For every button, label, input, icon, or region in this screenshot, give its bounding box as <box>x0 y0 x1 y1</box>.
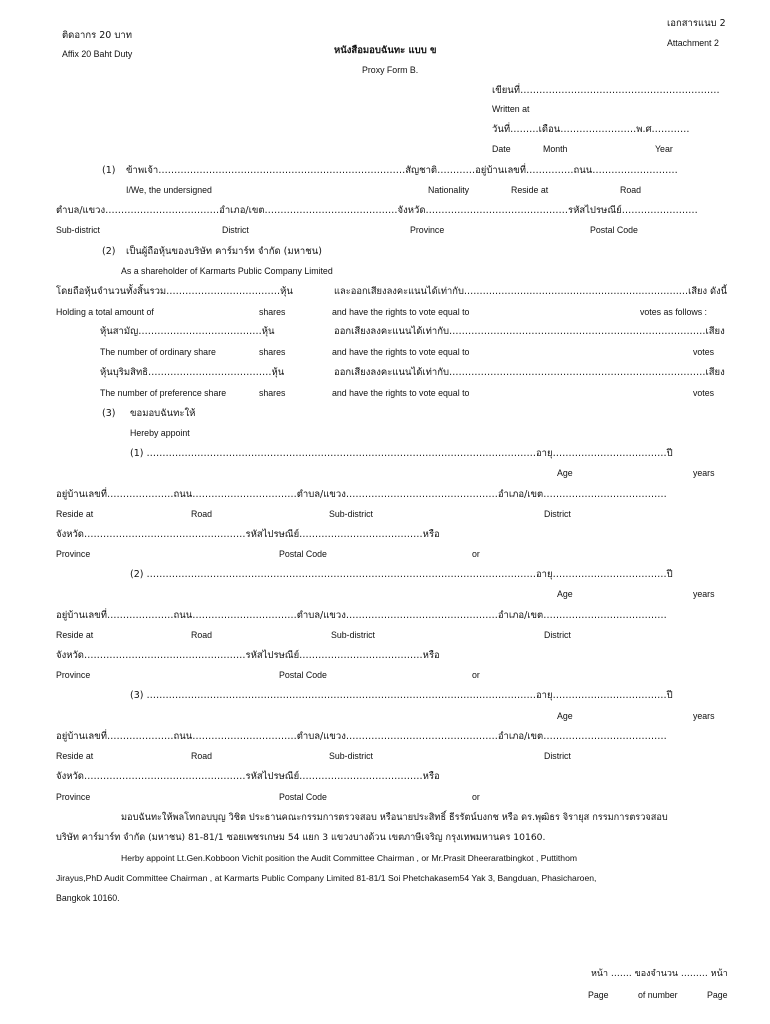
appoint-text-en-1: Herby appoint Lt.Gen.Kobboon Vichit position the Audit Committee Chairman , or Mr.Prasit Dheeraratbingkot , Puttithom <box>121 853 578 863</box>
ordinary-shares-field[interactable]: หุ้นสามัญ…………………………………หุ้น <box>100 326 275 337</box>
reside-label-en: Reside at <box>56 630 94 640</box>
page-number-field[interactable]: หน้า ……. ของจำนวน ……… หน้า <box>591 969 728 979</box>
duty-stamp-label: ติดอากร 20 บาท <box>62 30 132 41</box>
province-label-en: Province <box>56 792 91 802</box>
year-label-en: Year <box>655 144 673 154</box>
preference-votes-field[interactable]: ออกเสียงลงคะแนนได้เท่ากับ………………………………………………………………………เสียง <box>334 367 725 378</box>
total-votes-field[interactable]: และออกเสียงลงคะแนนได้เท่ากับ………………………………………………………………เสียง ดังนี้ <box>334 286 728 297</box>
votes-label-en: votes <box>693 388 715 398</box>
votes-label-en: votes <box>693 347 715 357</box>
shareholder-name-field[interactable]: ข้าพเจ้า……………………………………………………………………สัญชาติ…………อยู่บ้านเลขที่……………ถนน……………………… <box>126 165 678 176</box>
section3-number: (3) <box>102 408 116 419</box>
proxy3-province-field[interactable]: จังหวัด……………………………………………รหัสไปรษณีย์…………………………………หรือ <box>56 771 440 782</box>
form-title-en: Proxy Form B. <box>362 65 419 75</box>
subdistrict-label-en: Sub-district <box>56 225 100 235</box>
postal-label-en: Postal Code <box>279 549 327 559</box>
section2-title-en: As a shareholder of Karmarts Public Company Limited <box>121 266 333 276</box>
undersigned-label-en: I/We, the undersigned <box>126 185 212 195</box>
of-number-label-en: of number <box>638 990 678 1000</box>
age-label-en: Age <box>557 589 573 599</box>
shares-label-en: shares <box>259 388 286 398</box>
total-shares-label-en: Holding a total amount of <box>56 307 154 317</box>
month-label-en: Month <box>543 144 568 154</box>
proxy3-address-field[interactable]: อยู่บ้านเลขที่…………………ถนน……………………………ตำบล/แขวง…………………………………………อำเภอ/เขต………………………………… <box>56 731 667 742</box>
road-label-en: Road <box>191 509 213 519</box>
or-label-en: or <box>472 670 480 680</box>
subdistrict-label-en: Sub-district <box>331 630 375 640</box>
ordinary-label-en: The number of ordinary share <box>100 347 216 357</box>
total-shares-field[interactable]: โดยถือหุ้นจำนวนทั้งสิ้นรวม………………………………หุ้น <box>56 286 293 297</box>
rights-label-en: and have the rights to vote equal to <box>332 388 470 398</box>
proxy1-name-field[interactable]: (1) ……………………………………………………………………………………………………………อายุ………………………………ปี <box>130 448 673 459</box>
reside-label-en: Reside at <box>56 751 94 761</box>
section3-title: ขอมอบฉันทะให้ <box>130 408 196 419</box>
rights-label-en: and have the rights to vote equal to <box>332 307 470 317</box>
shares-label-en: shares <box>259 307 286 317</box>
appoint-text-th-1: มอบฉันทะให้พลโทกอบบุญ วิชิต ประธานคณะกรรมการตรวจสอบ หรือนายประสิทธิ์ ธีรรัตน์บงกช หรือ ดร.พุฒิธร จิรายุส กรรมการตรวจสอบ <box>121 812 668 823</box>
reside-label-en: Reside at <box>511 185 549 195</box>
province-label-en: Province <box>410 225 445 235</box>
duty-stamp-label-en: Affix 20 Baht Duty <box>62 49 133 59</box>
proxy1-address-field[interactable]: อยู่บ้านเลขที่…………………ถนน……………………………ตำบล/แขวง…………………………………………อำเภอ/เขต………………………………… <box>56 489 667 500</box>
appoint-text-en-3: Bangkok 10160. <box>56 893 120 903</box>
appoint-text-en-2: Jirayus,PhD Audit Committee Chairman , at Karmarts Public Company Limited 81-81/1 Soi Phetchakasem54 Yak 3, Bangduan, Phasicharoen, <box>56 873 597 883</box>
road-label-en: Road <box>620 185 642 195</box>
road-label-en: Road <box>191 630 213 640</box>
section2-title: เป็นผู้ถือหุ้นของบริษัท คาร์มาร์ท จำกัด (มหาชน) <box>126 246 322 257</box>
age-label-en: Age <box>557 711 573 721</box>
preference-shares-field[interactable]: หุ้นบุริมสิทธิ…………………………………หุ้น <box>100 367 285 378</box>
subdistrict-label-en: Sub-district <box>329 751 373 761</box>
shareholder-address-field[interactable]: ตำบล/แขวง………………………………อำเภอ/เขต……………………………………จังหวัด………………………………………รหัสไปรษณีย์…………………… <box>56 205 698 216</box>
or-label-en: or <box>472 549 480 559</box>
reside-label-en: Reside at <box>56 509 94 519</box>
road-label-en: Road <box>191 751 213 761</box>
section3-title-en: Hereby appoint <box>130 428 190 438</box>
postal-label-en: Postal Code <box>279 670 327 680</box>
years-label-en: years <box>693 589 715 599</box>
section1-number: (1) <box>102 165 116 176</box>
attachment-label: เอกสารแนบ 2 <box>667 18 726 29</box>
district-label-en: District <box>544 751 571 761</box>
postal-label-en: Postal Code <box>279 792 327 802</box>
written-at-field[interactable]: เขียนที่……………………………………………………… <box>492 85 720 96</box>
or-label-en: or <box>472 792 480 802</box>
form-title: หนังสือมอบฉันทะ แบบ ข <box>334 45 437 56</box>
proxy2-address-field[interactable]: อยู่บ้านเลขที่…………………ถนน……………………………ตำบล/แขวง…………………………………………อำเภอ/เขต………………………………… <box>56 610 667 621</box>
postal-label-en: Postal Code <box>590 225 638 235</box>
district-label-en: District <box>222 225 249 235</box>
district-label-en: District <box>544 509 571 519</box>
years-label-en: years <box>693 711 715 721</box>
attachment-label-en: Attachment 2 <box>667 38 719 48</box>
appoint-text-th-2: บริษัท คาร์มาร์ท จำกัด (มหาชน) 81-81/1 ซอยเพชรเกษม 54 แยก 3 แขวงบางด้วน เขตภาษีเจริญ กรุงเทพมหานคร 10160. <box>56 832 546 843</box>
votes-follows-label-en: votes as follows : <box>640 307 707 317</box>
subdistrict-label-en: Sub-district <box>329 509 373 519</box>
years-label-en: years <box>693 468 715 478</box>
date-label-en: Date <box>492 144 511 154</box>
age-label-en: Age <box>557 468 573 478</box>
district-label-en: District <box>544 630 571 640</box>
written-at-label-en: Written at <box>492 104 530 114</box>
page-label-en-2: Page <box>707 990 728 1000</box>
preference-label-en: The number of preference share <box>100 388 227 398</box>
shares-label-en: shares <box>259 347 286 357</box>
province-label-en: Province <box>56 670 91 680</box>
ordinary-votes-field[interactable]: ออกเสียงลงคะแนนได้เท่ากับ………………………………………………………………………เสียง <box>334 326 725 337</box>
proxy3-name-field[interactable]: (3) ……………………………………………………………………………………………………………อายุ………………………………ปี <box>130 690 673 701</box>
province-label-en: Province <box>56 549 91 559</box>
proxy1-province-field[interactable]: จังหวัด……………………………………………รหัสไปรษณีย์…………………………………หรือ <box>56 529 440 540</box>
proxy2-name-field[interactable]: (2) ……………………………………………………………………………………………………………อายุ………………………………ปี <box>130 569 673 580</box>
section2-number: (2) <box>102 246 116 257</box>
nationality-label-en: Nationality <box>428 185 470 195</box>
proxy2-province-field[interactable]: จังหวัด……………………………………………รหัสไปรษณีย์…………………………………หรือ <box>56 650 440 661</box>
rights-label-en: and have the rights to vote equal to <box>332 347 470 357</box>
date-field[interactable]: วันที่………เดือน……………………พ.ศ………… <box>492 124 690 135</box>
page-label-en: Page <box>588 990 609 1000</box>
